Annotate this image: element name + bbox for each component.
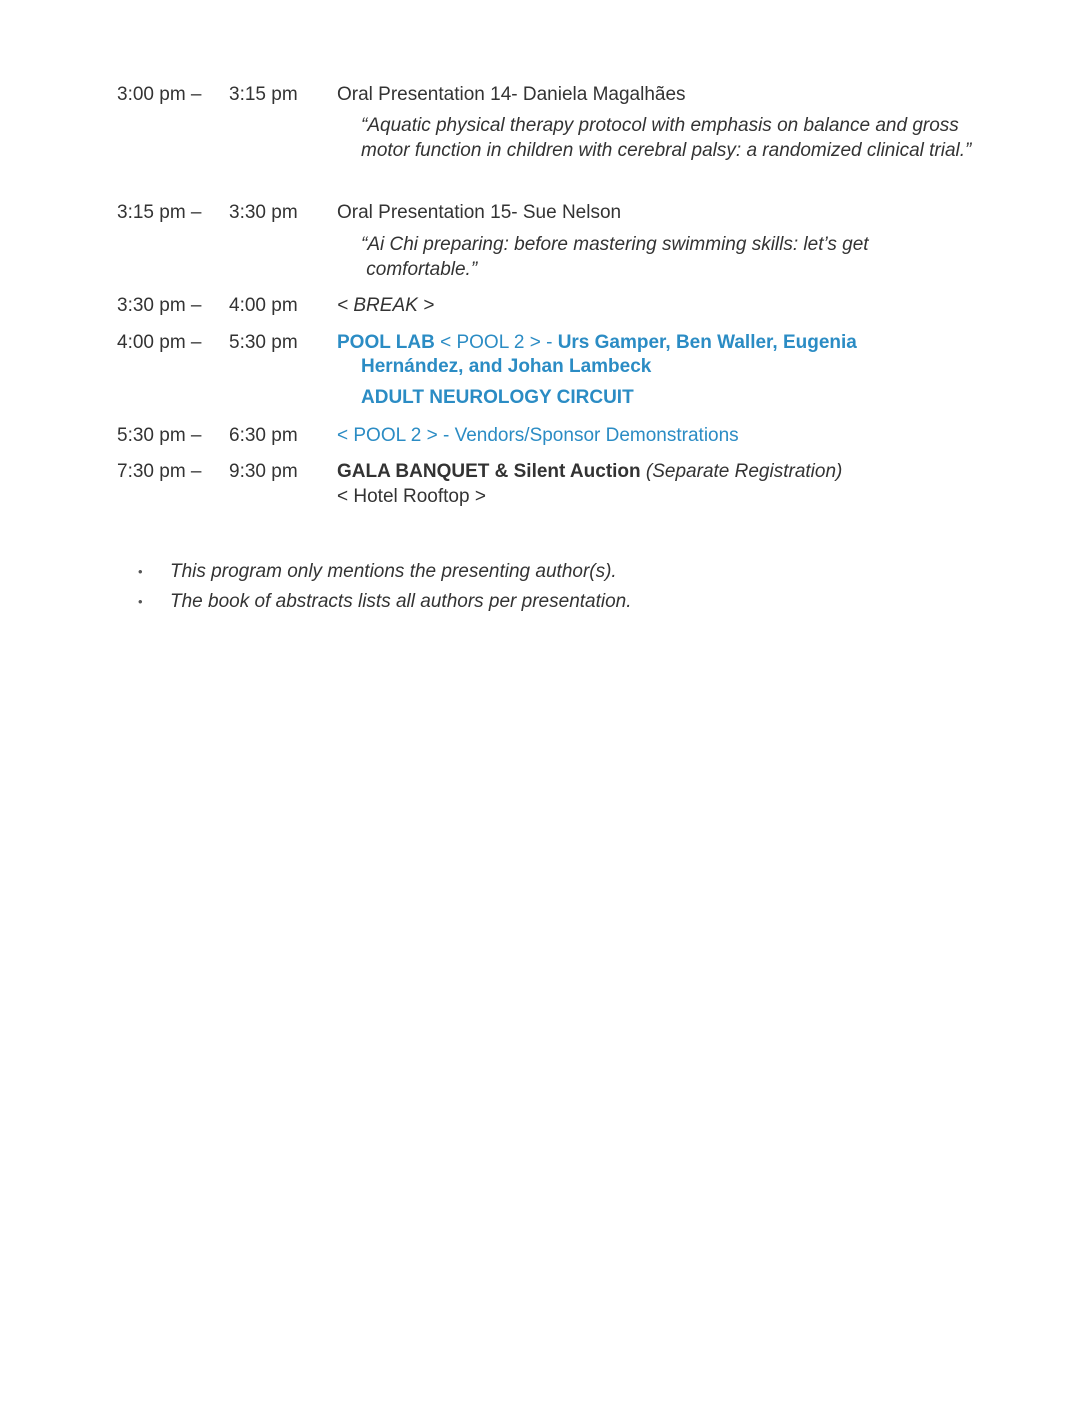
notes-list: [0, 557, 1088, 617]
pool-lab-presenters-line-2: Hernández, and Johan Lambeck: [361, 356, 652, 377]
start-time: 3:00 pm –: [117, 84, 202, 105]
end-time: 9:30 pm: [229, 461, 298, 482]
start-time: 4:00 pm –: [117, 332, 202, 353]
pool-lab-label: POOL LAB: [337, 332, 435, 353]
session-title: Oral Presentation 14- Daniela Magalhães: [337, 84, 686, 105]
presentation-subtitle-line-2: comfortable.”: [361, 259, 478, 280]
start-time: 5:30 pm –: [117, 425, 202, 446]
bullet-icon: •: [138, 564, 143, 579]
presentation-subtitle: “Aquatic physical therapy protocol with emphasis on balance and gross motor function in children with cerebral palsy: a randomized clinical trial.”: [361, 115, 972, 161]
gala-label: GALA BANQUET & Silent Auction: [337, 461, 641, 482]
presentation-subtitle-line-1: “Ai Chi preparing: before mastering swimming skills: let’s get: [361, 234, 869, 255]
gala-location: < Hotel Rooftop >: [337, 486, 486, 507]
session-title: Oral Presentation 15- Sue Nelson: [337, 202, 622, 223]
pool-lab-presenters: Urs Gamper, Ben Waller, Eugenia: [557, 332, 857, 353]
vendors-title: < POOL 2 > - Vendors/Sponsor Demonstrations: [337, 425, 739, 446]
end-time: 3:15 pm: [229, 84, 298, 105]
end-time: 3:30 pm: [229, 202, 298, 223]
end-time: 6:30 pm: [229, 425, 298, 446]
note-text: This program only mentions the presenting author(s).: [170, 561, 617, 582]
start-time: 7:30 pm –: [117, 461, 202, 482]
start-time: 3:15 pm –: [117, 202, 202, 223]
circuit-name: ADULT NEUROLOGY CIRCUIT: [361, 387, 634, 408]
gala-registration-note: (Separate Registration): [640, 461, 843, 482]
gala-title: [337, 459, 842, 484]
bullet-icon: •: [138, 594, 143, 609]
pool-lab-title: [337, 330, 857, 355]
start-time: 3:30 pm –: [117, 295, 202, 316]
end-time: 4:00 pm: [229, 295, 298, 316]
list-item: [0, 587, 1088, 617]
end-time: 5:30 pm: [229, 332, 298, 353]
note-text: The book of abstracts lists all authors per presentation.: [170, 591, 632, 612]
break-label: < BREAK >: [337, 295, 435, 316]
list-item: [0, 557, 1088, 587]
pool-location: < POOL 2 > -: [434, 332, 558, 353]
